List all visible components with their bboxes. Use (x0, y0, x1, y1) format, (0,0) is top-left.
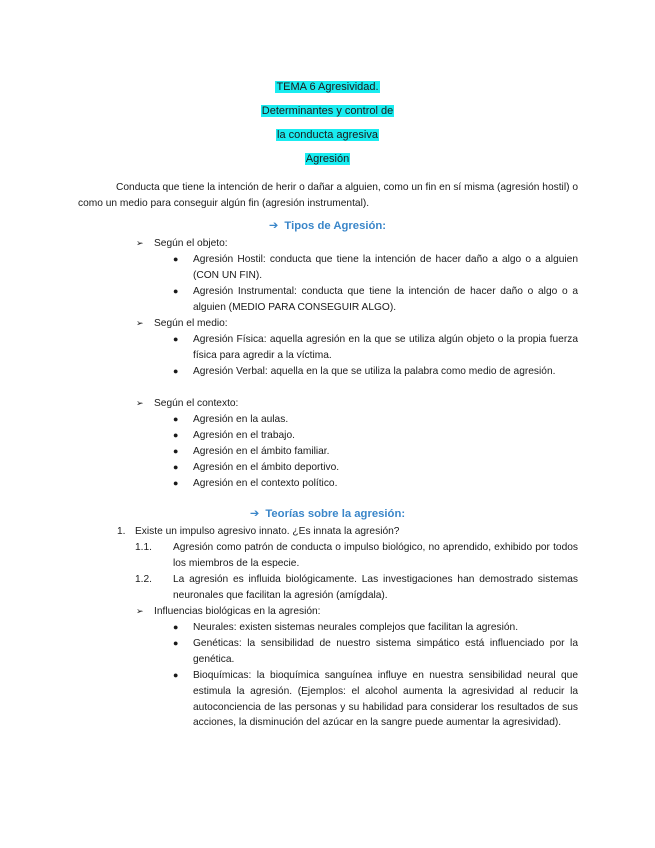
group-label: Según el medio: (154, 318, 228, 329)
bullet-icon: ● (173, 430, 179, 440)
title-block (0, 79, 655, 175)
bullet-icon: ● (173, 414, 179, 424)
arrow-bullet-icon: ➢ (136, 318, 144, 328)
list-item (0, 668, 655, 748)
list-item (0, 252, 655, 284)
group-label: Influencias biológicas en la agresión: (154, 606, 321, 617)
numbered-item-text: Existe un impulso agresivo innato. ¿Es innata la agresión? (135, 526, 400, 537)
tipos-list (0, 236, 655, 492)
sub-item-text: La agresión es influida biológicamente. Las investigaciones han demostrado sistemas neuronales que facilitan la agresión (amígdala). (173, 574, 578, 601)
list-item (0, 412, 655, 428)
arrow-bullet-icon: ➢ (136, 398, 144, 408)
list-item-text: Agresión Hostil: conducta que tiene la intención de hacer daño a algo o a alguien (CON UN FIN). (193, 254, 578, 281)
bullet-icon: ● (173, 670, 179, 680)
list-item (0, 444, 655, 460)
list-item (0, 636, 655, 668)
bullet-icon: ● (173, 446, 179, 456)
title-line-1: TEMA 6 Agresividad. (276, 81, 379, 93)
bullet-icon: ● (173, 254, 179, 264)
sub-item (0, 572, 655, 604)
arrow-bullet-icon: ➢ (136, 606, 144, 616)
title-line-3: la conducta agresiva (277, 129, 378, 141)
bullet-icon: ● (173, 462, 179, 472)
bullet-icon: ● (173, 334, 179, 344)
list-item-text: Bioquímicas: la bioquímica sanguínea influye en nuestra sensibilidad neural que estimula la agresión. (Ejemplos: el alcohol aumenta la agresividad al reducir la autoconciencia de las personas y su habilidad para considerar los resultados de sus acciones, la disminución del azúcar en la sangre puede aumentar la agresividad). (193, 670, 578, 729)
group-header (0, 236, 655, 252)
list-item-text: Genéticas: la sensibilidad de nuestro sistema simpático está influenciado por la genética. (193, 638, 578, 665)
title-line-2: Determinantes y control de (261, 105, 394, 117)
section-heading-tipos (0, 219, 655, 235)
list-item (0, 428, 655, 444)
bullet-icon: ● (173, 366, 179, 376)
group-label: Según el objeto: (154, 238, 228, 249)
list-item (0, 332, 655, 364)
bullet-icon: ● (173, 286, 179, 296)
list-item-text: Agresión Física: aquella agresión en la que se utiliza algún objeto o la propia fuerza física para agredir a la víctima. (193, 334, 578, 361)
sub-item-number: 1.1. (135, 542, 152, 553)
list-item-text: Agresión en el ámbito familiar. (193, 446, 330, 457)
list-item-text: Agresión en el contexto político. (193, 478, 338, 489)
list-item-text: Agresión en el ámbito deportivo. (193, 462, 340, 473)
sub-item-text: Agresión como patrón de conducta o impulso biológico, no aprendido, exhibido por todos los miembros de la especie. (173, 542, 578, 569)
sub-item (0, 540, 655, 572)
bullet-icon: ● (173, 478, 179, 488)
list-item (0, 284, 655, 316)
title-line-4: Agresión (305, 153, 350, 165)
list-item (0, 364, 655, 396)
list-item-text: Agresión Instrumental: conducta que tiene la intención de hacer daño o algo o a alguien (MEDIO PARA CONSEGUIR ALGO). (193, 286, 578, 313)
list-item-text: Agresión Verbal: aquella en la que se utiliza la palabra como medio de agresión. (193, 366, 556, 377)
list-item-text: Agresión en el trabajo. (193, 430, 295, 441)
bullet-icon: ● (173, 638, 179, 648)
group-header (0, 396, 655, 412)
numbered-item (0, 524, 655, 540)
group-label: Según el contexto: (154, 398, 239, 409)
group-header (0, 316, 655, 332)
list-item-text: Neurales: existen sistemas neurales complejos que facilitan la agresión. (193, 622, 519, 633)
list-item-text: Agresión en la aulas. (193, 414, 289, 425)
section-heading-teorias (0, 507, 655, 523)
section-heading-text: Tipos de Agresión: (284, 220, 387, 232)
list-item (0, 460, 655, 476)
sub-item-number: 1.2. (135, 574, 152, 585)
teorias-list (0, 524, 655, 748)
list-item (0, 476, 655, 492)
bullet-icon: ● (173, 622, 179, 632)
intro-paragraph: Conducta que tiene la intención de herir o dañar a alguien, como un fin en sí misma (agresión hostil) o como un medio para conseguir algún fin (agresión instrumental). (78, 182, 578, 209)
list-item (0, 620, 655, 636)
arrow-right-icon: ➔ (249, 508, 260, 520)
arrow-right-icon: ➔ (268, 220, 279, 232)
group-header (0, 604, 655, 620)
item-number: 1. (117, 526, 126, 537)
section-heading-text: Teorías sobre la agresión: (265, 508, 406, 520)
arrow-bullet-icon: ➢ (136, 238, 144, 248)
